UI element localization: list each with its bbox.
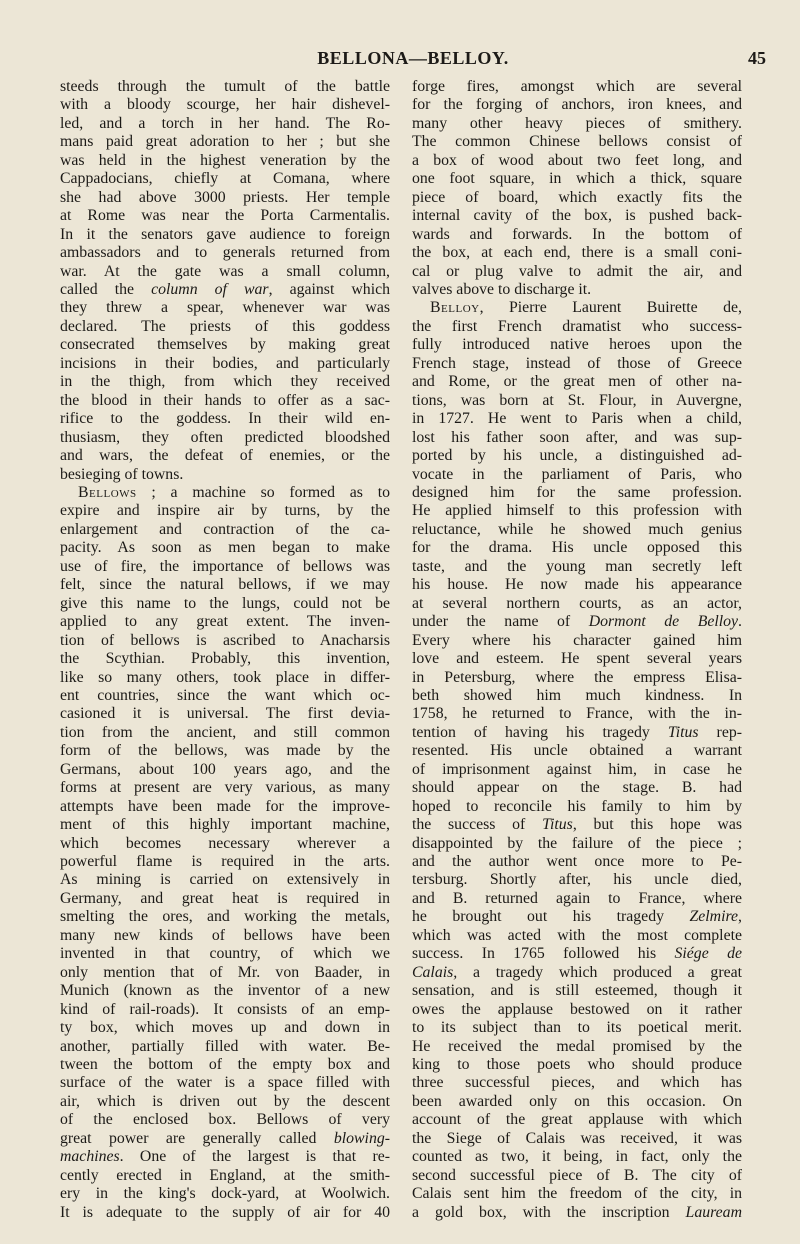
text-line: casioned it is universal. The first devia-: [60, 705, 390, 723]
text-line: enlargement and contraction of the ca-: [60, 520, 390, 538]
text-line: air, which is driven out by the descent: [60, 1092, 390, 1110]
text-line: account of the great applause with which: [412, 1111, 742, 1129]
text-line: in 1727. He went to Paris when a child,: [412, 410, 742, 428]
text-line: tention of having his tragedy Titus rep-: [412, 723, 742, 741]
text-line: of imprisonment against him, in case he: [412, 760, 742, 778]
text-line: with a bloody scourge, her hair dishevel-: [60, 96, 390, 114]
text-line: cently erected in England, at the smith-: [60, 1166, 390, 1184]
text-line: second successful piece of B. The city of: [412, 1166, 742, 1184]
text-line: his house. He now made his appearance: [412, 576, 742, 594]
text-line: a gold box, with the inscription Lauream: [412, 1203, 742, 1221]
text-line: tersburg. Shortly after, his uncle died,: [412, 871, 742, 889]
text-line: smelting the ores, and working the metals,: [60, 908, 390, 926]
text-line: applied to any great extent. The inven-: [60, 613, 390, 631]
running-head: BELLONA—BELLOY.: [317, 48, 509, 68]
text-line: they threw a spear, whenever war was: [60, 299, 390, 317]
text-line: should appear on the stage. B. had: [412, 779, 742, 797]
text-line: tween the bottom of the empty box and: [60, 1056, 390, 1074]
text-line: incisions in their bodies, and particularly: [60, 354, 390, 372]
text-line: reluctance, while he showed much genius: [412, 520, 742, 538]
text-line: Bellows ; a machine so formed as to: [78, 483, 390, 501]
text-line: which becomes necessary wherever a: [60, 834, 390, 852]
text-line: been awarded only on this occasion. On: [412, 1092, 742, 1110]
text-line: powerful flame is required in the arts.: [60, 853, 390, 871]
text-line: machines. One of the largest is that re-: [60, 1148, 390, 1166]
text-line: great power are generally called blowing-: [60, 1129, 390, 1147]
text-line: three successful pieces, and which has: [412, 1074, 742, 1092]
text-line: expire and inspire air by turns, by the: [60, 502, 390, 520]
text-line: lost his father soon after, and was sup-: [412, 428, 742, 446]
text-line: only mention that of Mr. von Baader, in: [60, 963, 390, 981]
text-line: disappointed by the failure of the piece ;: [412, 834, 742, 852]
text-line: the blood in their hands to offer as a sac-: [60, 391, 390, 409]
text-line: attempts have been made for the improve-: [60, 797, 390, 815]
text-line: king to those poets who should produce: [412, 1056, 742, 1074]
text-line: under the name of Dormont de Belloy.: [412, 613, 742, 631]
text-line: a box of wood about two feet long, and: [412, 151, 742, 169]
text-line: internal cavity of the box, is pushed back-: [412, 207, 742, 225]
text-line: rifice to the goddess. In their wild en-: [60, 410, 390, 428]
text-line: which was acted with the most complete: [412, 926, 742, 944]
text-line: ty box, which moves up and down in: [60, 1019, 390, 1037]
text-line: success. In 1765 followed his Siége de: [412, 945, 742, 963]
text-line: pacity. As soon as men began to make: [60, 539, 390, 557]
text-line: besieging of towns.: [60, 465, 184, 483]
text-line: owes the applause bestowed on it rather: [412, 1000, 742, 1018]
text-line: Calais, a tragedy which produced a great: [412, 963, 742, 981]
text-line: ery in the king's dock-yard, at Woolwich.: [60, 1185, 390, 1203]
text-line: many new kinds of bellows have been: [60, 926, 390, 944]
text-line: counted as two, it being, in fact, only the: [412, 1148, 742, 1166]
text-line: form of the bellows, was made by the: [60, 742, 390, 760]
text-line: was held in the highest veneration by the: [60, 151, 390, 169]
text-line: led, and a torch in her hand. The Ro-: [60, 114, 390, 132]
text-line: The common Chinese bellows consist of: [412, 133, 742, 151]
text-line: ported by his uncle, a distinguished ad-: [412, 447, 742, 465]
text-line: designed him for the same profession.: [412, 483, 742, 501]
text-line: Cappadocians, chiefly at Comana, where: [60, 170, 390, 188]
text-line: at several northern courts, as an actor,: [412, 594, 742, 612]
text-line: Belloy, Pierre Laurent Buirette de,: [430, 299, 742, 317]
text-line: Every where his character gained him: [412, 631, 742, 649]
text-line: mans paid great adoration to her ; but she: [60, 133, 390, 151]
text-line: use of fire, the importance of bellows was: [60, 557, 390, 575]
text-line: for the drama. His uncle opposed this: [412, 539, 742, 557]
text-line: she had above 3000 priests. Her temple: [60, 188, 390, 206]
text-line: taste, and the young man secretly left: [412, 557, 742, 575]
text-line: one foot square, in which a thick, square: [412, 170, 742, 188]
text-line: Germany, and great heat is required in: [60, 889, 390, 907]
text-line: tion from the ancient, and still common: [60, 723, 390, 741]
text-line: It is adequate to the supply of air for 40: [60, 1203, 390, 1221]
text-line: consecrated themselves by making great: [60, 336, 390, 354]
text-line: 1758, he returned to France, with the in-: [412, 705, 742, 723]
text-line: felt, since the natural bellows, if we may: [60, 576, 390, 594]
text-line: valves above to discharge it.: [412, 280, 592, 298]
text-line: and B. returned again to France, where: [412, 889, 742, 907]
text-line: ambassadors and to generals returned from: [60, 244, 390, 262]
right-column: [412, 78, 742, 1222]
text-line: tions, was born at St. Flour, in Auvergne,: [412, 391, 742, 409]
text-line: fully introduced native heroes upon the: [412, 336, 742, 354]
text-line: vocate in the parliament of Paris, who: [412, 465, 742, 483]
text-line: and the author went once more to Pe-: [412, 853, 742, 871]
text-line: to its subject than to its poetical merit.: [412, 1019, 742, 1037]
text-line: forge fires, amongst which are several: [412, 78, 742, 95]
text-line: in Petersburg, where the empress Elisa-: [412, 668, 742, 686]
text-line: the Siege of Calais was received, it was: [412, 1129, 742, 1147]
page-number: 45: [748, 48, 766, 68]
text-line: called the column of war, against which: [60, 280, 390, 298]
text-line: Munich (known as the inventor of a new: [60, 982, 390, 1000]
text-line: the first French dramatist who success-: [412, 317, 742, 335]
text-line: cal or plug valve to admit the air, and: [412, 262, 742, 280]
text-line: in the thigh, from which they received: [60, 373, 390, 391]
text-line: at Rome was near the Porta Carmentalis.: [60, 207, 390, 225]
text-line: tion of bellows is ascribed to Anacharsis: [60, 631, 390, 649]
text-line: like so many others, took place in differ-: [60, 668, 390, 686]
text-line: he brought out his tragedy Zelmire,: [412, 908, 742, 926]
text-line: forms at present are very various, as many: [60, 779, 390, 797]
text-line: many other heavy pieces of smithery.: [412, 114, 742, 132]
text-line: the Scythian. Probably, this invention,: [60, 650, 390, 668]
text-line: another, partially filled with water. Be-: [60, 1037, 390, 1055]
text-line: As mining is carried on extensively in: [60, 871, 390, 889]
text-line: of the enclosed box. Bellows of very: [60, 1111, 390, 1129]
text-line: piece of board, which exactly fits the: [412, 188, 742, 206]
text-line: beth showed him much kindness. In: [412, 686, 742, 704]
text-line: ent countries, since the want which oc-: [60, 686, 390, 704]
text-line: war. At the gate was a small column,: [60, 262, 390, 280]
text-line: and Rome, or the great men of other na-: [412, 373, 742, 391]
text-line: French stage, instead of those of Greece: [412, 354, 742, 372]
text-line: surface of the water is a space filled with: [60, 1074, 390, 1092]
left-column: [60, 78, 390, 1222]
text-line: Calais sent him the freedom of the city, in: [412, 1185, 742, 1203]
text-line: He applied himself to this profession with: [412, 502, 742, 520]
text-line: thusiasm, they often predicted bloodshed: [60, 428, 390, 446]
text-line: In it the senators gave audience to foreign: [60, 225, 390, 243]
text-line: Germans, about 100 years ago, and the: [60, 760, 390, 778]
text-line: for the forging of anchors, iron knees, and: [412, 96, 742, 114]
page-header: [60, 48, 766, 70]
text-line: and wars, the defeat of enemies, or the: [60, 447, 390, 465]
text-line: kind of rail-roads). It consists of an emp-: [60, 1000, 390, 1018]
text-line: declared. The priests of this goddess: [60, 317, 390, 335]
text-line: give this name to the lungs, could not be: [60, 594, 390, 612]
text-line: ment of this highly important machine,: [60, 816, 390, 834]
text-line: invented in that country, of which we: [60, 945, 390, 963]
text-line: steeds through the tumult of the battle: [60, 78, 390, 95]
text-line: love and esteem. He spent several years: [412, 650, 742, 668]
text-line: the success of Titus, but this hope was: [412, 816, 742, 834]
text-line: wards and forwards. In the bottom of: [412, 225, 742, 243]
text-line: the box, at each end, there is a small coni-: [412, 244, 742, 262]
text-line: He received the medal promised by the: [412, 1037, 742, 1055]
text-line: resented. His uncle obtained a warrant: [412, 742, 742, 760]
text-line: sensation, and is still esteemed, though it: [412, 982, 742, 1000]
text-line: hoped to reconcile his family to him by: [412, 797, 742, 815]
